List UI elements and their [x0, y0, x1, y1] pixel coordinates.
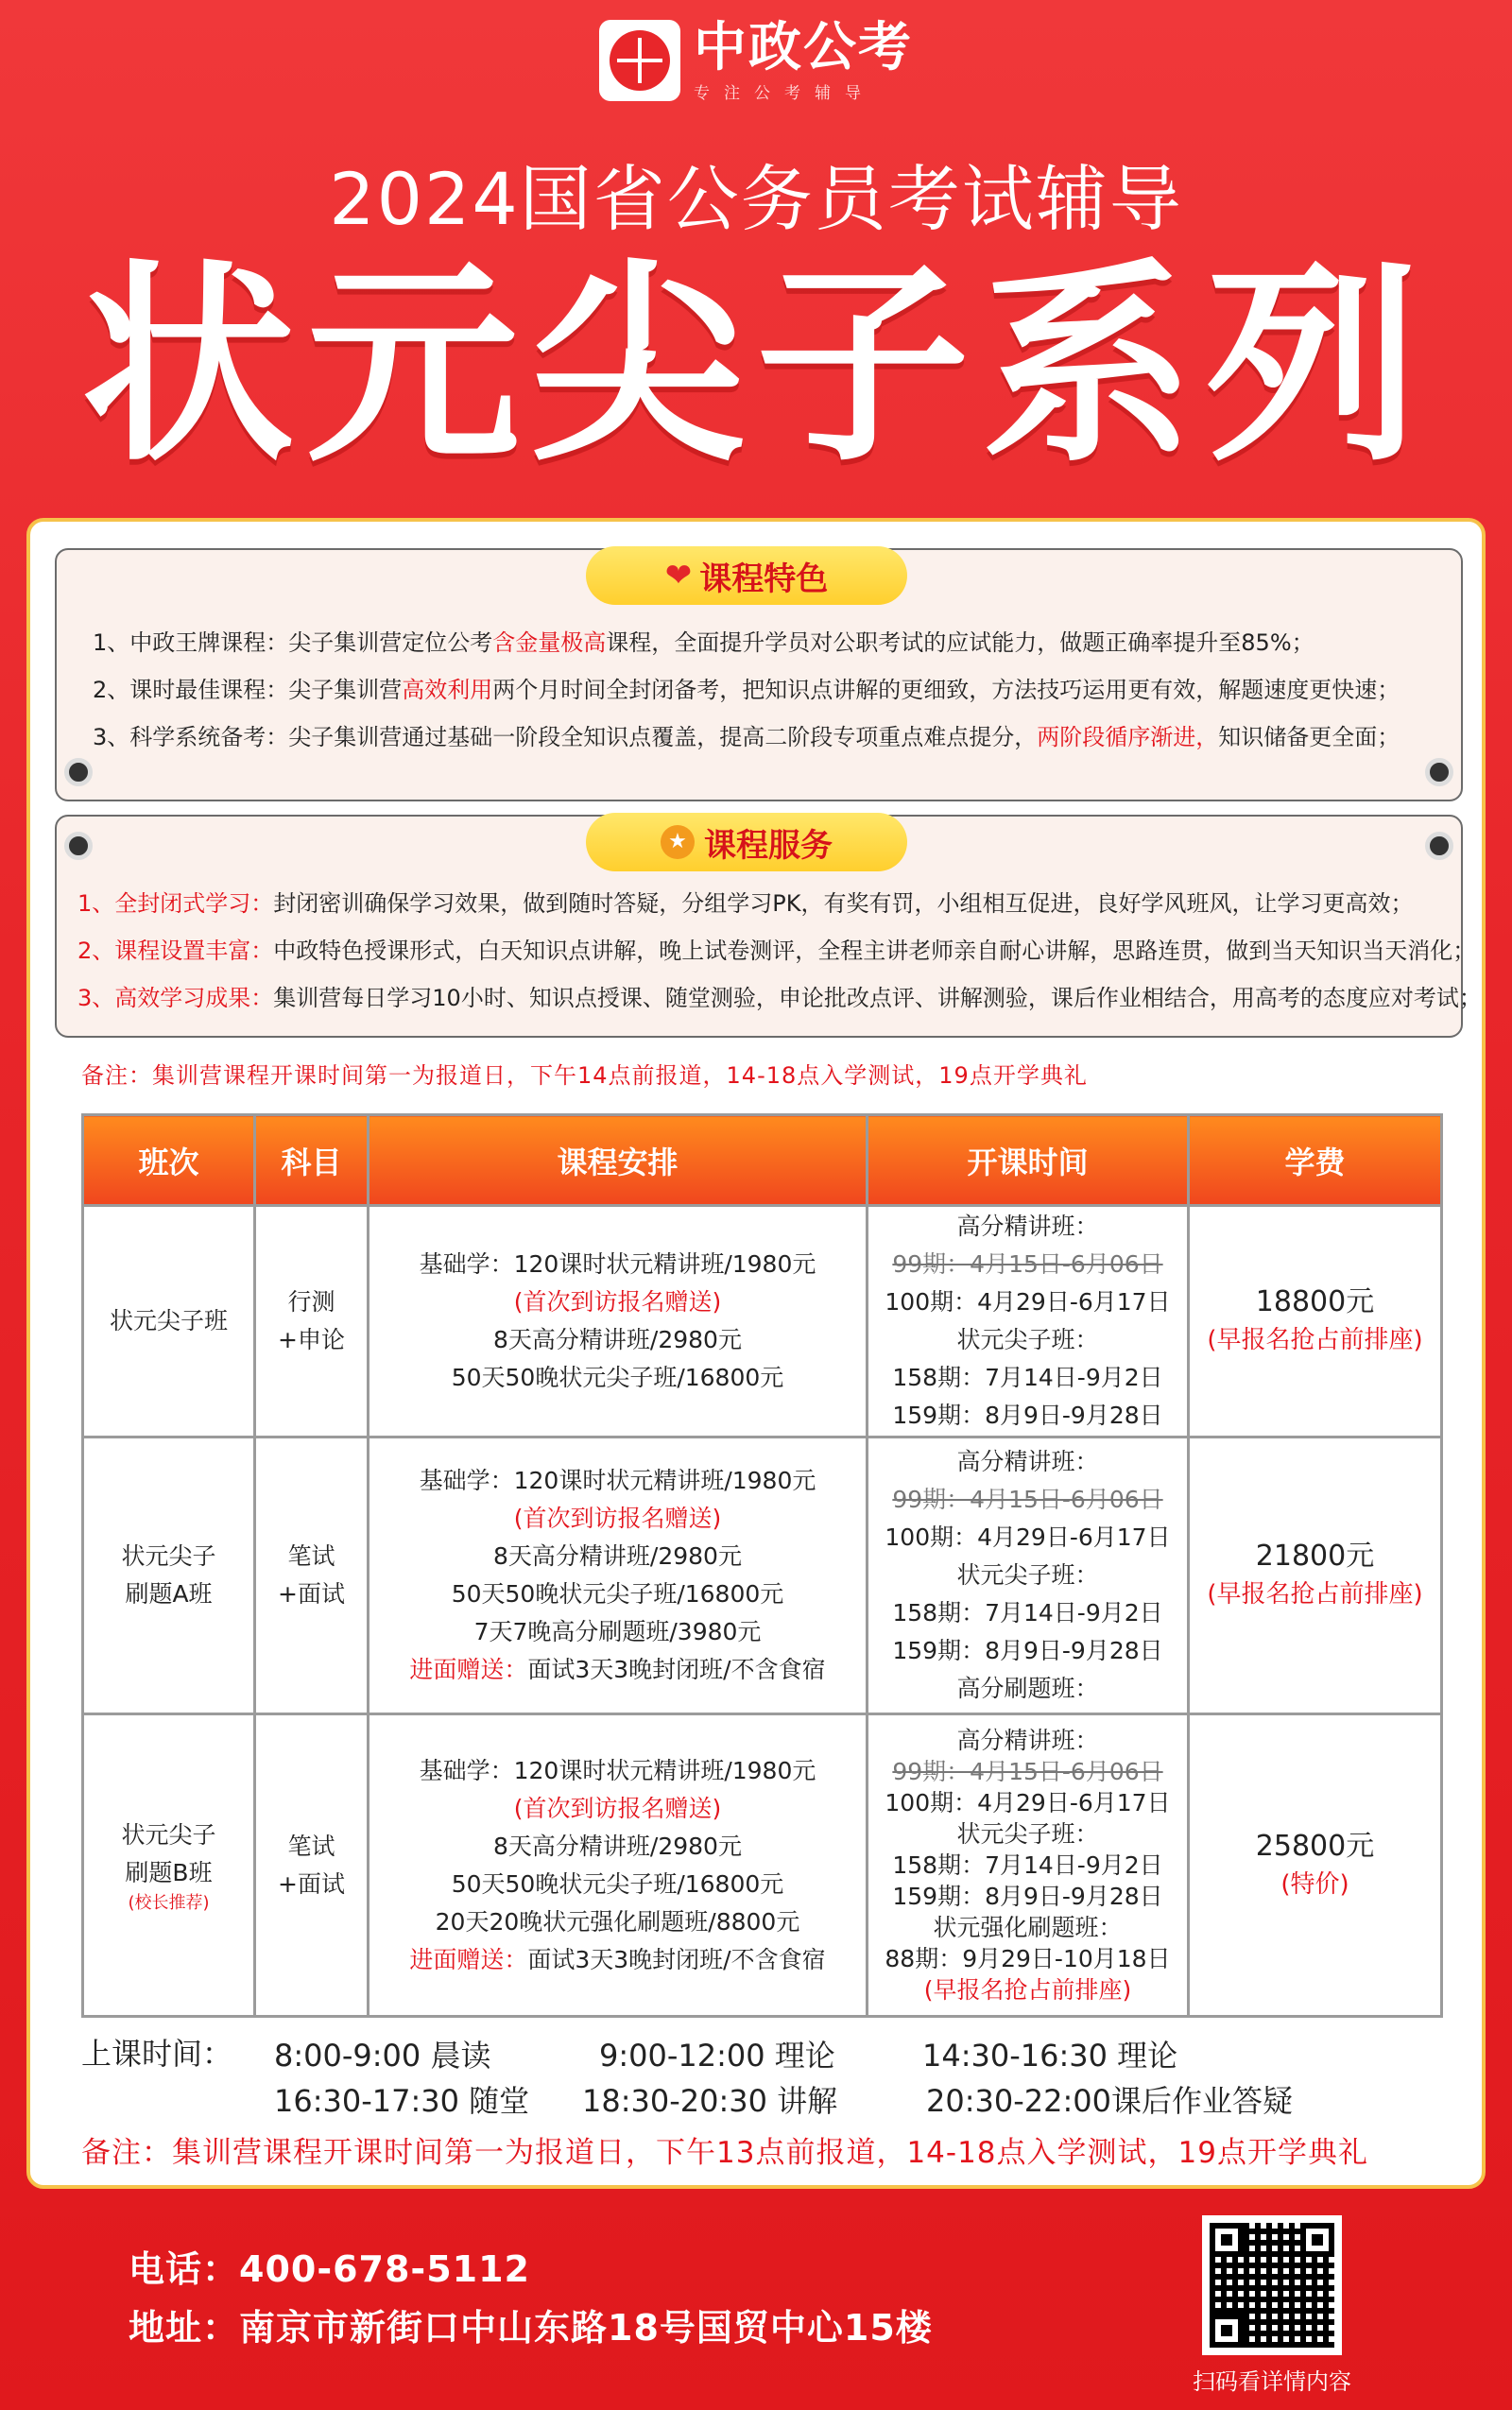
services-title-pill	[586, 813, 907, 871]
feature-item: 1、中政王牌课程：尖子集训营定位公考含金量极高课程，全面提升学员对公职考试的应试能力，做题正确率提升至85%；	[93, 629, 1314, 656]
time-slot: 20:30-22:00课后作业答疑	[926, 2083, 1293, 2119]
price-cell: 21800元 (早报名抢占前排座)	[1189, 1437, 1442, 1714]
service-item: 3、高效学习成果：集训营每日学习10小时、知识点授课、随堂测验，申论批改点评、讲解测验，课后作业相结合，用高考的态度应对考试；	[77, 985, 1482, 1011]
time-slot: 14:30-16:30 理论	[922, 2038, 1178, 2074]
phone-line: 电话：400-678-5112	[129, 2248, 530, 2290]
pin-icon	[1425, 832, 1453, 860]
table-row	[83, 1437, 1442, 1714]
col-header: 学费	[1189, 1115, 1442, 1206]
table-row	[83, 1714, 1442, 2017]
note-bottom: 备注：集训营课程开课时间第一为报道日，下午13点前报道，14-18点入学测试，19点开学典礼	[81, 2136, 1368, 2170]
pin-icon	[64, 758, 93, 786]
col-header: 科目	[255, 1115, 369, 1206]
page-headline: 状元尖子系列	[80, 242, 1431, 491]
feature-item: 3、科学系统备考：尖子集训营通过基础一阶段全知识点覆盖，提高二阶段专项重点难点提分，两阶段循序渐进，知识储备更全面；	[93, 724, 1400, 750]
phone-number[interactable]: 400-678-5112	[239, 2248, 530, 2290]
price-cell: 18800元 (早报名抢占前排座)	[1189, 1206, 1442, 1437]
address-line: 地址：南京市新街口中山东路18号国贸中心15楼	[129, 2307, 933, 2349]
service-item: 2、课程设置丰富：中政特色授课形式，白天知识点讲解，晚上试卷测评，全程主讲老师亲自耐心讲解，思路连贯，做到当天知识当天消化；	[77, 938, 1476, 964]
subject-cell: 行测 +申论	[255, 1206, 369, 1437]
table-header-row	[83, 1115, 1442, 1206]
schedule-table	[81, 1113, 1443, 2018]
brand-tagline: 专注公考辅导	[694, 84, 875, 103]
page-subtitle: 2024国省公务员考试辅导	[329, 157, 1183, 241]
pin-icon	[64, 832, 93, 860]
qr-caption: 扫码看详情内容	[1193, 2368, 1351, 2395]
features-title-pill	[586, 546, 907, 605]
dates-cell: 高分精讲班： 99期：4月15日-6月06日 100期：4月29日-6月17日 状元尖子班： 158期：7月14日-9月2日 159期：8月9日-9月28日	[868, 1206, 1189, 1437]
note-top: 备注：集训营课程开课时间第一为报道日，下午14点前报道，14-18点入学测试，19点开学典礼	[81, 1062, 1088, 1089]
medal-icon: ★	[661, 825, 695, 859]
col-header: 班次	[83, 1115, 255, 1206]
time-slot: 16:30-17:30 随堂	[274, 2083, 530, 2119]
class-cell: 状元尖子班	[83, 1206, 255, 1437]
subject-cell: 笔试 +面试	[255, 1714, 369, 2017]
table-row	[83, 1206, 1442, 1437]
schedule-cell: 基础学：120课时状元精讲班/1980元 (首次到访报名赠送) 8天高分精讲班/2980元 50天50晚状元尖子班/16800元 20天20晚状元强化刷题班/8800元 进面赠送：面试3天3晚封闭班/不含食宿	[369, 1714, 868, 2017]
dates-cell: 高分精讲班： 99期：4月15日-6月06日 100期：4月29日-6月17日 状元尖子班： 158期：7月14日-9月2日 159期：8月9日-9月28日 高分刷题班：	[868, 1437, 1189, 1714]
feature-item: 2、课时最佳课程：尖子集训营高效利用两个月时间全封闭备考，把知识点讲解的更细致，方法技巧运用更有效，解题速度更快速；	[93, 677, 1400, 703]
schedule-cell: 基础学：120课时状元精讲班/1980元 (首次到访报名赠送) 8天高分精讲班/2980元 50天50晚状元尖子班/16800元	[369, 1206, 868, 1437]
time-slot: 9:00-12:00 理论	[599, 2038, 835, 2074]
brand-name: 中政公考	[694, 16, 913, 78]
col-header: 课程安排	[369, 1115, 868, 1206]
services-box	[55, 815, 1482, 1038]
address-text: 南京市新街口中山东路18号国贸中心15楼	[239, 2307, 933, 2349]
content-panel	[26, 518, 1486, 2189]
subject-cell: 笔试 +面试	[255, 1437, 369, 1714]
time-slot: 8:00-9:00 晨读	[274, 2038, 491, 2074]
services-title: 课程服务	[704, 826, 833, 865]
features-title: 课程特色	[699, 559, 829, 598]
price-cell: 25800元 (特价)	[1189, 1714, 1442, 2017]
qr-code[interactable]	[1202, 2215, 1342, 2355]
class-cell: 状元尖子 刷题B班 (校长推荐)	[83, 1714, 255, 2017]
schedule-cell: 基础学：120课时状元精讲班/1980元 (首次到访报名赠送) 8天高分精讲班/2980元 50天50晚状元尖子班/16800元 7天7晚高分刷题班/3980元 进面赠送：面试3天3晚封闭班/不含食宿	[369, 1437, 868, 1714]
class-times-label: 上课时间：	[81, 2036, 233, 2072]
dates-cell: 高分精讲班： 99期：4月15日-6月06日 100期：4月29日-6月17日 状元尖子班： 158期：7月14日-9月2日 159期：8月9日-9月28日 状元强化刷题班： 88期：9月29日-10月18日 (早报名抢占前排座)	[868, 1714, 1189, 2017]
col-header: 开课时间	[868, 1115, 1189, 1206]
service-item: 1、全封闭式学习：封闭密训确保学习效果，做到随时答疑，分组学习PK，有奖有罚，小组相互促进，良好学风班风，让学习更高效；	[77, 890, 1414, 917]
pin-icon	[1425, 758, 1453, 786]
heart-icon: ❤	[664, 557, 693, 594]
features-box	[55, 548, 1463, 801]
brand-logo	[0, 17, 1512, 103]
globe-logo-icon	[599, 20, 680, 101]
time-slot: 18:30-20:30 讲解	[582, 2083, 838, 2119]
class-cell: 状元尖子 刷题A班	[83, 1437, 255, 1714]
principal-recommend-tag: (校长推荐)	[128, 1892, 210, 1913]
